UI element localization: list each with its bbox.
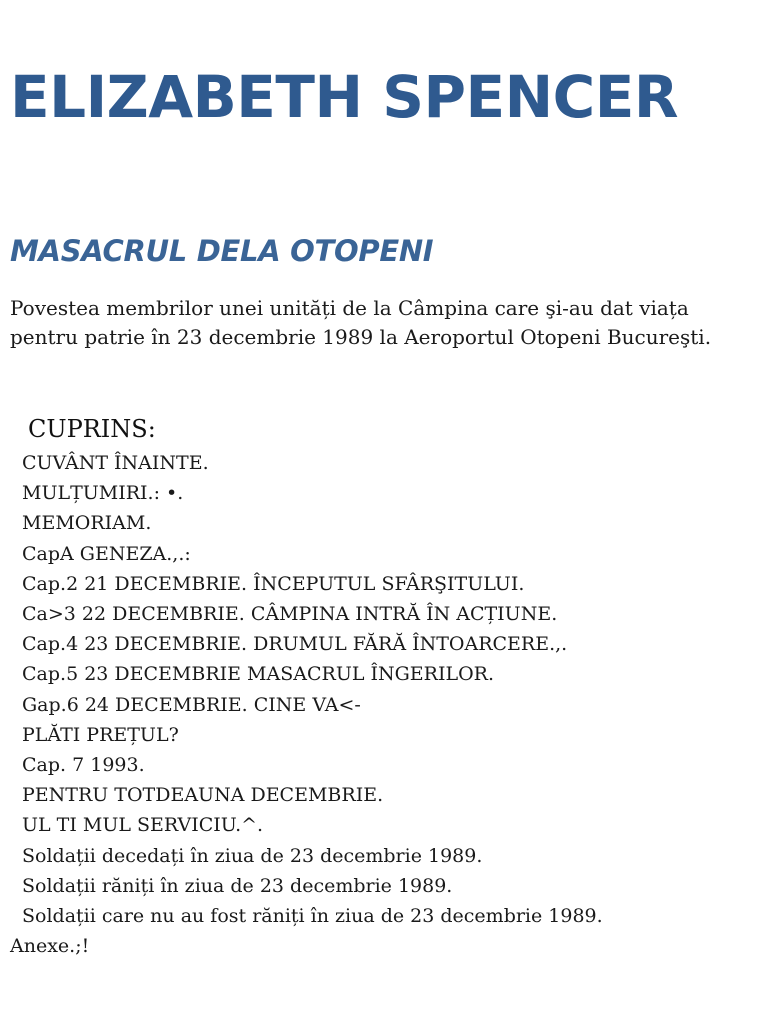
toc-item: Cap.2 21 DECEMBRIE. ÎNCEPUTUL SFÂRŞITULUI. xyxy=(22,572,525,595)
toc-item: MULȚUMIRI.: •. xyxy=(22,482,184,505)
toc-item: Soldații răniți în ziua de 23 decembrie 1989. xyxy=(22,874,453,897)
book-description: Povestea membrilor unei unități de la Câmpina care şi-au dat viața pentru patrie în 23 decembrie 1989 la Aeroportul Otopeni Bucureşti. xyxy=(10,296,712,349)
toc-item: Ca>3 22 DECEMBRIE. CÂMPINA INTRĂ ÎN ACȚIUNE. xyxy=(22,603,558,626)
book-title: MASACRUL DELA OTOPENI xyxy=(10,234,434,268)
toc-item: MEMORIAM. xyxy=(22,512,152,535)
toc-item: UL TI MUL SERVICIU.^. xyxy=(22,814,264,837)
table-of-contents xyxy=(0,448,603,961)
toc-item: CUVÂNT ÎNAINTE. xyxy=(22,452,209,474)
toc-item: Anexe.;! xyxy=(10,935,90,958)
toc-heading: CUPRINS: xyxy=(28,415,156,443)
toc-item: CapA GENEZA.,.: xyxy=(22,542,191,565)
toc-item: Cap. 7 1993. xyxy=(22,754,145,777)
toc-item: PENTRU TOTDEAUNA DECEMBRIE. xyxy=(22,784,384,807)
author-name: ELIZABETH SPENCER xyxy=(10,63,679,131)
toc-item: Gap.6 24 DECEMBRIE. CINE VA<- xyxy=(22,693,361,716)
toc-item: Soldații care nu au fost răniți în ziua de 23 decembrie 1989. xyxy=(22,905,603,928)
toc-item: Soldații decedați în ziua de 23 decembrie 1989. xyxy=(22,844,483,867)
toc-item: Cap.5 23 DECEMBRIE MASACRUL ÎNGERILOR. xyxy=(22,663,495,686)
toc-item: Cap.4 23 DECEMBRIE. DRUMUL FĂRĂ ÎNTOARCERE.,. xyxy=(22,633,568,656)
toc-item: PLĂTI PREȚUL? xyxy=(22,723,179,746)
